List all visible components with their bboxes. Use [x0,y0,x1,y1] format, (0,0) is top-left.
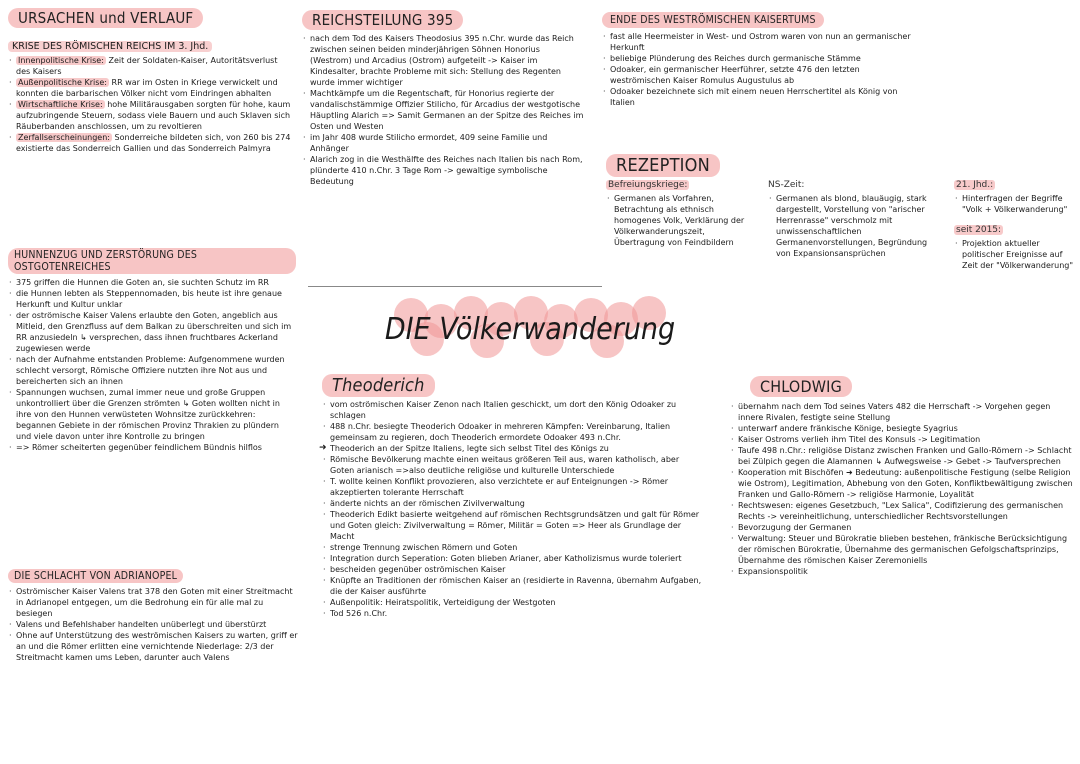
jhd-column [954,180,1076,271]
list-item: · Projektion aktueller politischer Ereignisse auf Zeit der "Völkerwanderung" [954,238,1076,271]
list-item: · => Römer scheiterten gegenüber feindlichem Bündnis hilflos [8,442,296,453]
list-item: · Wirtschaftliche Krise: hohe Militärausgaben sorgten für hohe, kaum aufzubringende Steuern, sodass viele Bauern und auch Sklaven sich Räuberbanden anschlossen, um zu revoltieren [8,99,293,132]
list-item: · Rechtswesen: eigenes Gesetzbuch, "Lex Salica", Codifizierung des germanischen Rechts -> vereinheitlichung, unterschiedlicher Rechtsvorstellungen [730,500,1074,522]
list-item: · Ohne auf Unterstützung des weströmischen Kaisers zu warten, griff er an und die Römer erlitten eine vernichtende Niederlage: 2/3 der Streitmacht kamen ums Leben, darunter auch Valens [8,630,298,663]
reichsteilung-title: REICHSTEILUNG 395 [302,10,463,30]
hunnen-list [8,277,296,453]
ursachen-section [8,8,293,154]
page-title: DIE Völkerwanderung [384,312,676,347]
list-item: · Odoaker bezeichnete sich mit einem neuen Herrschertitel als König von Italien [602,86,922,108]
theoderich-list [322,399,702,619]
list-item: · Verwaltung: Steuer und Bürokratie blieben bestehen, fränkische Berücksichtigung der römischen Bürokratie, Übernahme des germanischen Gefolgschaftsprinzips, Übernahme des römischen Kaiser Zeremoniells [730,533,1074,566]
schlacht-section [8,564,298,663]
theoderich-title: Theoderich [322,374,435,397]
list-item: · T. wollte keinen Konflikt provozieren, also verzichtete er auf Enteignungen -> Römer akzeptierten tolerante Herrschaft [322,476,702,498]
list-item: · Oströmischer Kaiser Valens trat 378 den Goten mit einer Streitmacht in Adrianopel entgegen, um die Bedrohung ein für alle mal zu besiegen [8,586,298,619]
list-item: · strenge Trennung zwischen Römern und Goten [322,542,702,553]
list-item: · Hinterfragen der Begriffe "Volk + Völkerwanderung" [954,193,1076,215]
list-item: · Außenpolitische Krise: RR war im Osten in Kriege verwickelt und konnten die barbarischen Völker nicht vom Eindringen abhalten [8,77,293,99]
list-item: · Germanen als Vorfahren, Betrachtung als ethnisch homogenes Volk, Verklärung der Völkerwanderungszeit, Übertragung von Feindbildern [606,193,754,248]
divider-line [308,286,602,287]
list-item: · Alarich zog in die Westhälfte des Reiches nach Italien bis nach Rom, plünderte 410 n.Chr. 3 Tage Rom -> gewaltige symbolische Bedeutung [302,154,584,187]
krise-list [8,55,293,154]
ende-title: ENDE DES WESTRÖMISCHEN KAISERTUMS [602,12,824,28]
list-item: · änderte nichts an der römischen Zivilverwaltung [322,498,702,509]
list-item: · 488 n.Chr. besiegte Theoderich Odoaker in mehreren Kämpfen: Vereinbarung, Italien gemeinsam zu regieren, doch Theoderich ermordete Odoaker 493 n.Chr. [322,421,702,443]
seit-2015-head: seit 2015: [956,225,1002,235]
list-item: · Knüpfte an Traditionen der römischen Kaiser an (residierte in Ravenna, übernahm Aufgaben, die der Kaiser ausführte [322,575,702,597]
list-item: · Römische Bevölkerung machte einen weitaus größeren Teil aus, waren katholisch, aber Goten arianisch =>also deutliche religiöse und kulturelle Unterschiede [322,454,702,476]
list-item: · Zerfallserscheinungen: Sonderreiche bildeten sich, von 260 bis 274 existierte das Sonderreich Gallien und das Sonderreich Palmyra [8,132,293,154]
list-item: · Valens und Befehlshaber handelten unüberlegt und überstürzt [8,619,298,630]
list-item: · Außenpolitik: Heiratspolitik, Verteidigung der Westgoten [322,597,702,608]
ende-section [602,8,922,108]
ns-column [768,180,940,259]
list-item: · Germanen als blond, blauäugig, stark dargestellt, Vorstellung von "arischer Herrenrasse" verschmolz mit unwissenschaftlichen Germanenvorstellungen, Begründung von Expansionsansprüchen [768,193,940,259]
list-item: · bescheiden gegenüber oströmischen Kaiser [322,564,702,575]
list-item: · Bevorzugung der Germanen [730,522,1074,533]
main-title-area [380,296,680,360]
list-item: · Spannungen wuchsen, zumal immer neue und große Gruppen unkontrolliert über die Grenzen strömten ↳ Goten wollten nicht in ihre von den Hunnen verwüsteten Wohnsitze zurückkehren: begannen Gebiete in der römischen Provinz Thrakien zu plündern und viele davon unter ihre Kontrolle zu bringen [8,387,296,442]
list-item: · vom oströmischen Kaiser Zenon nach Italien geschickt, um dort den König Odoaker zu schlagen [322,399,702,421]
theoderich-section [322,374,702,619]
befreiung-column [606,180,754,248]
list-item: · Kooperation mit Bischöfen ➜ Bedeutung: außenpolitische Festigung (selbe Religion wie Ostrom), Legitimation, Abhebung von den Goten, Konfliktbewältigung zwischen Franken und Gallo-Römern -> religiöse Harmonie, Loyalität [730,467,1074,500]
list-item: · nach dem Tod des Kaisers Theodosius 395 n.Chr. wurde das Reich zwischen seinen beiden minderjährigen Söhnen Honorius (Westrom) und Arcadius (Ostrom) aufgeteilt -> Kaiser im Kindesalter, brachte Probleme mit sich: Stellung des Regenten wurde immer wichtiger [302,33,584,88]
chlodwig-title: CHLODWIG [750,376,852,397]
chlodwig-section [730,376,1074,577]
list-item: · Tod 526 n.Chr. [322,608,702,619]
list-item: · Innenpolitische Krise: Zeit der Soldaten-Kaiser, Autoritätsverlust des Kaisers [8,55,293,77]
reichsteilung-list [302,33,584,187]
list-item: · Expansionspolitik [730,566,1074,577]
list-item: · Machtkämpfe um die Regentschaft, für Honorius regierte der vandalischstämmige Offizier Stilicho, für Arcadius der westgotische Häuptling Alarich => Samit Germanen an der Spitze des Reiches im Osten und Westen [302,88,584,132]
list-item: · die Hunnen lebten als Steppennomaden, bis heute ist ihre genaue Herkunft und Kultur unklar [8,288,296,310]
list-item: · beliebige Plünderung des Reiches durch germanische Stämme [602,53,922,64]
schlacht-list [8,586,298,663]
list-item: · 375 griffen die Hunnen die Goten an, sie suchten Schutz im RR [8,277,296,288]
ende-list [602,31,922,108]
list-item: · Theoderich Edikt basierte weitgehend auf römischen Rechtsgrundsätzen und galt für Römer und Goten gleich: Zivilverwaltung = Römer, Militär = Goten => Heer als Grundlage der Macht [322,509,702,542]
list-item: · im Jahr 408 wurde Stilicho ermordet, 409 seine Familie und Anhänger [302,132,584,154]
chlodwig-list [730,401,1074,577]
hunnen-title: HUNNENZUG UND ZERSTÖRUNG DES OSTGOTENREICHES [8,248,296,274]
reichsteilung-section [302,10,584,187]
list-item: · unterwarf andere fränkische Könige, besiegte Syagrius [730,423,1074,434]
rezeption-section [606,154,1076,177]
list-item: · Taufe 498 n.Chr.: religiöse Distanz zwischen Franken und Gallo-Römern -> Schlacht bei Zülpich gegen die Alamannen ↳ Aufwegsweise -> Gebet -> Taufversprechen [730,445,1074,467]
krise-subtitle: KRISE DES RÖMISCHEN REICHS IM 3. Jhd. [8,41,212,52]
rezeption-title: REZEPTION [606,154,720,177]
befreiung-head: Befreiungskriege: [608,180,688,190]
jhd-head: 21. Jhd.: [956,180,994,190]
list-item: · Kaiser Ostroms verlieh ihm Titel des Konsuls -> Legitimation [730,434,1074,445]
list-item: · nach der Aufnahme entstanden Probleme: Aufgenommene wurden schlecht versorgt, Römische Offiziere nutzten ihre Not aus und bereicherten sich an ihnen [8,354,296,387]
ns-head: NS-Zeit: [768,180,805,190]
list-item: · übernahm nach dem Tod seines Vaters 482 die Herrschaft -> Vorgehen gegen innere Rivalen, festigte seine Stellung [730,401,1074,423]
ursachen-title: URSACHEN und VERLAUF [8,8,203,28]
list-item: · fast alle Heermeister in West- und Ostrom waren von nun an germanischer Herkunft [602,31,922,53]
hunnen-section [8,248,296,453]
schlacht-title: DIE SCHLACHT VON ADRIANOPEL [8,569,183,583]
list-item: · Odoaker, ein germanischer Heerführer, setzte 476 den letzten weströmischen Kaiser Romulus Augustulus ab [602,64,922,86]
list-item: · Integration durch Seperation: Goten blieben Arianer, aber Katholizismus wurde toleriert [322,553,702,564]
list-item: ➜ Theoderich an der Spitze Italiens, legte sich selbst Titel des Königs zu [322,443,702,454]
list-item: · der oströmische Kaiser Valens erlaubte den Goten, angeblich aus Mitleid, den Grenzfluss auf dem Balkan zu überschreiten und sich im RR anzusiedeln ↳ versprechen, dass ihnen fruchtbares Ackerland zugewiesen werde [8,310,296,354]
